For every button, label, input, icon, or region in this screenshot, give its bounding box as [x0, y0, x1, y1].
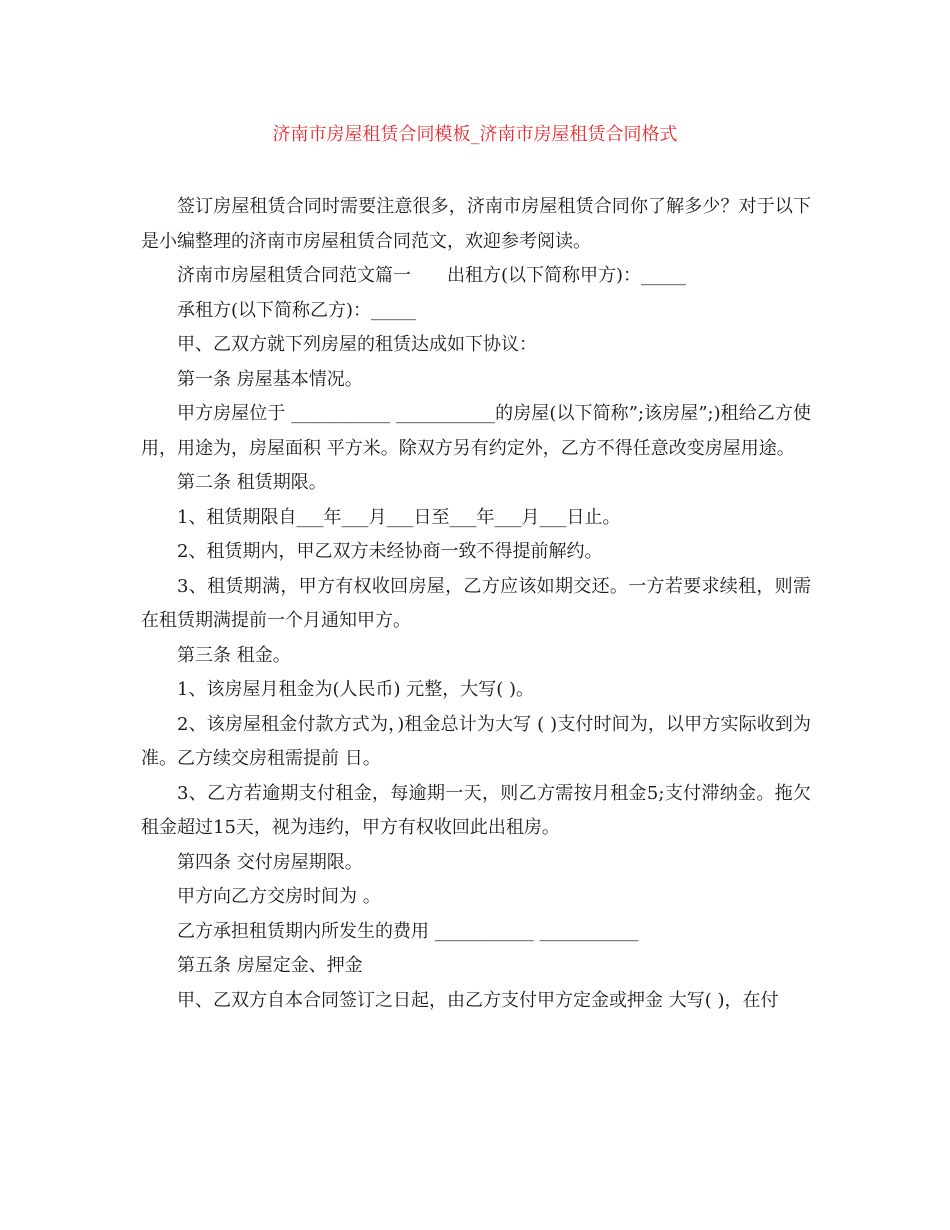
paragraph-house-location: 甲方房屋位于 ___________ ___________的房屋(以下简称”;该房屋”;)租给乙方使用，用途为，房屋面积 平方米。除双方另有约定外，乙方不得任意改变房屋用途。: [141, 403, 811, 459]
article-4-heading: 第四条 交付房屋期限。: [177, 851, 363, 873]
paragraph-term-3: 3、租赁期满，甲方有权收回房屋，乙方应该如期交还。一方若要求续租，则需在租赁期满提前一个月通知甲方。: [141, 575, 811, 631]
paragraph-term-1: 1、租赁期限自___年___月___日至___年___月___日止。: [177, 506, 621, 528]
paragraph-delivery-time: 甲方向乙方交房时间为 。: [177, 886, 381, 907]
article-5-heading: 第五条 房屋定金、押金: [177, 955, 363, 976]
paragraph-rent-1: 1、该房屋月租金为(人民币) 元整，大写( )。: [177, 679, 534, 700]
paragraph-lessor: 济南市房屋租赁合同范文篇一 出租方(以下简称甲方)：_____: [177, 265, 687, 286]
paragraph-term-2: 2、租赁期内，甲乙双方未经协商一致不得提前解约。: [177, 541, 603, 562]
paragraph-deposit: 甲、乙双方自本合同签订之日起，由乙方支付甲方定金或押金 大写( )，在付: [177, 989, 779, 1011]
paragraph-rent-3: 3、乙方若逾期支付租金，每逾期一天，则乙方需按月租金5;支付滞纳金。拖欠租金超过15天，视为违约，甲方有权收回此出租房。: [141, 782, 811, 838]
paragraph-intro: 签订房屋租赁合同时需要注意很多，济南市房屋租赁合同你了解多少？对于以下是小编整理的济南市房屋租赁合同范文，欢迎参考阅读。: [141, 196, 811, 252]
paragraph-agreement: 甲、乙双方就下列房屋的租赁达成如下协议：: [177, 334, 537, 355]
document-title: 济南市房屋租赁合同模板_济南市房屋租赁合同格式: [272, 124, 678, 145]
article-1-heading: 第一条 房屋基本情况。: [177, 368, 363, 390]
paragraph-expenses: 乙方承担租赁期内所发生的费用 ___________ ___________: [177, 920, 639, 942]
paragraph-lessee: 承租方(以下简称乙方)：_____: [177, 299, 417, 321]
paragraph-rent-2: 2、该房屋租金付款方式为，)租金总计为大写 ( )支付时间为，以甲方实际收到为准。乙方续交房租需提前 日。: [141, 713, 811, 769]
article-3-heading: 第三条 租金。: [177, 644, 291, 666]
article-2-heading: 第二条 租赁期限。: [177, 472, 327, 493]
document-body: [141, 190, 811, 1018]
